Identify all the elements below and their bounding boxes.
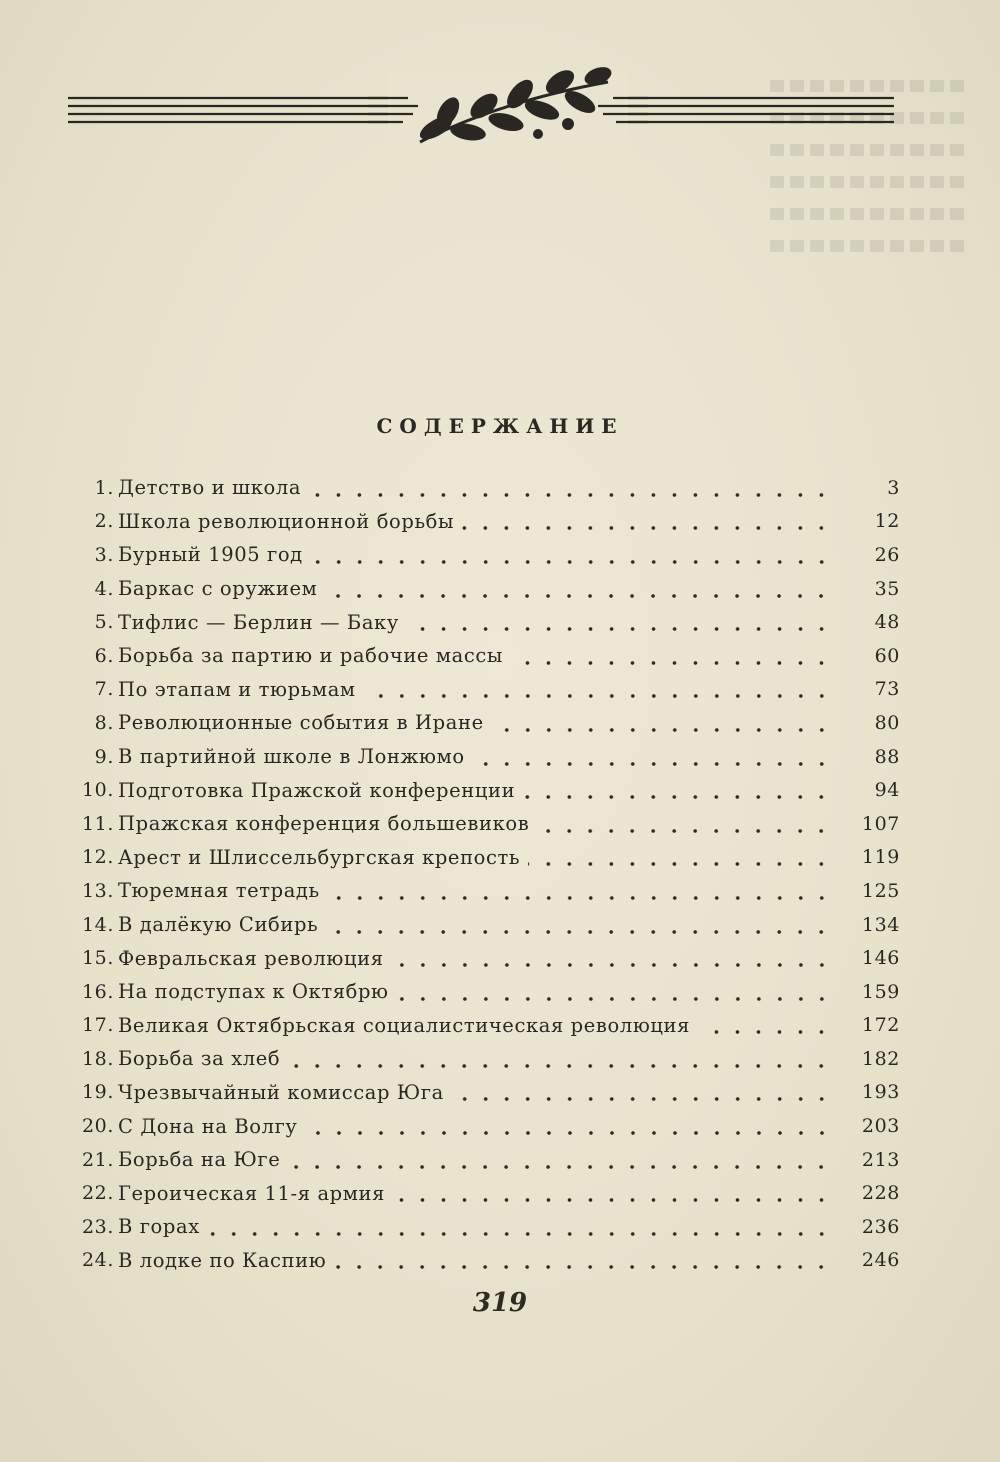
entry-number: 10. bbox=[81, 779, 114, 802]
entry-page: 26 bbox=[874, 543, 900, 566]
toc-entry bbox=[70, 941, 900, 975]
toc-entry bbox=[70, 1109, 900, 1143]
toc-entry bbox=[70, 975, 900, 1009]
entry-title: Пражская конференция большевиков bbox=[118, 812, 530, 836]
entry-page: 146 bbox=[861, 947, 900, 970]
entry-title: В партийной школе в Лонжюмо bbox=[118, 745, 465, 769]
entry-number: 21. bbox=[81, 1148, 114, 1171]
dot-leader bbox=[523, 792, 832, 802]
entry-number: 24. bbox=[81, 1249, 114, 1272]
entry-number: 13. bbox=[81, 879, 114, 902]
dot-leader bbox=[407, 624, 832, 634]
entry-title: Арест и Шлиссельбургская крепость bbox=[118, 845, 521, 869]
dot-leader bbox=[311, 557, 832, 567]
entry-page: 80 bbox=[874, 711, 900, 734]
laurel-ornament bbox=[68, 62, 894, 152]
entry-title: Февральская революция bbox=[118, 946, 384, 970]
entry-title: Революционные события в Иране bbox=[118, 711, 484, 735]
entry-title: Борьба за хлеб bbox=[118, 1047, 281, 1071]
dot-leader bbox=[452, 1094, 832, 1104]
dot-leader bbox=[288, 1162, 832, 1172]
entry-title: В лодке по Каспию bbox=[118, 1248, 327, 1272]
dot-leader bbox=[325, 591, 832, 601]
entry-number: 4. bbox=[94, 577, 114, 600]
contents-heading: СОДЕРЖАНИЕ bbox=[376, 414, 624, 438]
entry-number: 19. bbox=[81, 1081, 114, 1104]
dot-leader bbox=[511, 658, 832, 668]
entry-title: Бурный 1905 год bbox=[118, 543, 303, 567]
toc-entry bbox=[70, 639, 900, 673]
toc-entry bbox=[70, 908, 900, 942]
dot-leader bbox=[473, 759, 832, 769]
toc-entry bbox=[70, 538, 900, 572]
entry-number: 1. bbox=[94, 476, 114, 499]
toc-entry bbox=[70, 471, 900, 505]
toc-entry bbox=[70, 773, 900, 807]
entry-title: Чрезвычайный комиссар Юга bbox=[118, 1080, 444, 1104]
toc-entry bbox=[70, 673, 900, 707]
toc-entry bbox=[70, 605, 900, 639]
entry-page: 246 bbox=[861, 1249, 900, 1272]
dot-leader bbox=[328, 893, 832, 903]
table-of-contents bbox=[70, 471, 900, 1277]
entry-page: 12 bbox=[874, 510, 900, 533]
toc-entry bbox=[70, 1176, 900, 1210]
toc-entry bbox=[70, 807, 900, 841]
entry-page: 60 bbox=[874, 644, 900, 667]
entry-page: 159 bbox=[861, 980, 900, 1003]
entry-page: 228 bbox=[861, 1182, 900, 1205]
dot-leader bbox=[306, 1128, 832, 1138]
toc-entry bbox=[70, 1009, 900, 1043]
entry-number: 20. bbox=[81, 1115, 114, 1138]
entry-title: Подготовка Пражской конференции bbox=[118, 778, 516, 802]
entry-number: 5. bbox=[94, 611, 114, 634]
entry-title: Тюремная тетрадь bbox=[118, 879, 320, 903]
dot-leader bbox=[288, 1061, 832, 1071]
toc-entry bbox=[70, 841, 900, 875]
entry-number: 8. bbox=[94, 711, 114, 734]
entry-number: 17. bbox=[81, 1014, 114, 1037]
entry-number: 11. bbox=[81, 812, 114, 835]
entry-title: Великая Октябрьская социалистическая революция bbox=[118, 1013, 691, 1037]
dot-leader bbox=[698, 1027, 832, 1037]
entry-page: 119 bbox=[861, 846, 900, 869]
entry-number: 12. bbox=[81, 846, 114, 869]
entry-title: В горах bbox=[118, 1215, 200, 1239]
toc-entry bbox=[70, 1210, 900, 1244]
toc-entry bbox=[70, 1143, 900, 1177]
entry-title: На подступах к Октябрю bbox=[118, 980, 389, 1004]
entry-title: С Дона на Волгу bbox=[118, 1114, 298, 1138]
entry-title: Школа революционной борьбы bbox=[118, 509, 455, 533]
dot-leader bbox=[397, 994, 832, 1004]
entry-page: 134 bbox=[861, 913, 900, 936]
dot-leader bbox=[309, 490, 832, 500]
toc-entry bbox=[70, 572, 900, 606]
entry-number: 22. bbox=[81, 1182, 114, 1205]
entry-page: 88 bbox=[874, 745, 900, 768]
dot-leader bbox=[393, 1195, 832, 1205]
toc-entry bbox=[70, 1042, 900, 1076]
entry-title: Борьба на Юге bbox=[118, 1148, 281, 1172]
toc-entry bbox=[70, 874, 900, 908]
entry-number: 23. bbox=[81, 1215, 114, 1238]
entry-title: По этапам и тюрьмам bbox=[118, 677, 356, 701]
toc-entry bbox=[70, 1076, 900, 1110]
entry-title: В далёкую Сибирь bbox=[118, 913, 319, 937]
entry-title: Тифлис — Берлин — Баку bbox=[118, 610, 399, 634]
entry-title: Героическая 11-я армия bbox=[118, 1181, 386, 1205]
entry-page: 213 bbox=[861, 1148, 900, 1171]
entry-page: 236 bbox=[861, 1215, 900, 1238]
toc-entry bbox=[70, 505, 900, 539]
entry-number: 3. bbox=[94, 543, 114, 566]
dot-leader bbox=[462, 523, 832, 533]
entry-number: 9. bbox=[94, 745, 114, 768]
entry-number: 14. bbox=[81, 913, 114, 936]
dot-leader bbox=[528, 859, 832, 869]
entry-page: 172 bbox=[861, 1014, 900, 1037]
entry-number: 6. bbox=[94, 644, 114, 667]
dot-leader bbox=[334, 1262, 832, 1272]
entry-page: 125 bbox=[861, 879, 900, 902]
entry-page: 107 bbox=[861, 812, 900, 835]
dot-leader bbox=[208, 1229, 832, 1239]
entry-page: 48 bbox=[874, 611, 900, 634]
entry-page: 193 bbox=[861, 1081, 900, 1104]
entry-page: 94 bbox=[874, 779, 900, 802]
toc-entry bbox=[70, 1244, 900, 1278]
entry-number: 16. bbox=[81, 980, 114, 1003]
page-number: 319 bbox=[472, 1288, 528, 1318]
entry-page: 35 bbox=[874, 577, 900, 600]
dot-leader bbox=[326, 927, 832, 937]
dot-leader bbox=[537, 826, 832, 836]
entry-number: 2. bbox=[94, 510, 114, 533]
entry-title: Детство и школа bbox=[118, 476, 302, 500]
entry-number: 18. bbox=[81, 1047, 114, 1070]
entry-page: 203 bbox=[861, 1115, 900, 1138]
entry-page: 73 bbox=[874, 678, 900, 701]
dot-leader bbox=[392, 960, 832, 970]
toc-entry bbox=[70, 706, 900, 740]
entry-number: 15. bbox=[81, 947, 114, 970]
toc-entry bbox=[70, 740, 900, 774]
dot-leader bbox=[492, 725, 832, 735]
entry-title: Баркас с оружием bbox=[118, 577, 318, 601]
entry-page: 182 bbox=[861, 1047, 900, 1070]
entry-title: Борьба за партию и рабочие массы bbox=[118, 644, 504, 668]
dot-leader bbox=[364, 691, 832, 701]
entry-page: 3 bbox=[887, 476, 900, 499]
entry-number: 7. bbox=[94, 678, 114, 701]
